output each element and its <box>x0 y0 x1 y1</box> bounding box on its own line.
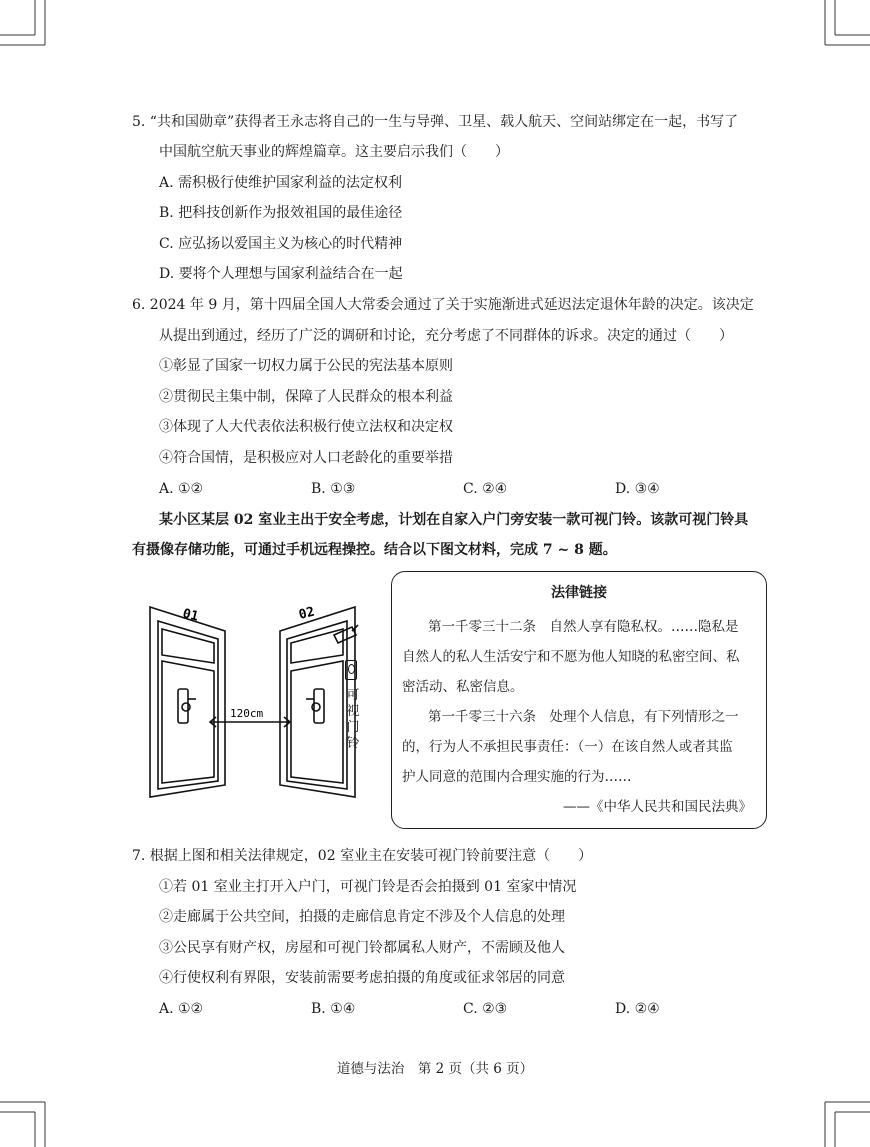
doorbell-icon <box>345 660 357 680</box>
doorbell-label <box>345 688 361 752</box>
door-02-handle <box>314 689 324 723</box>
q6-choice-a: A. ①② <box>159 481 204 497</box>
material-line2: 有摄像存储功能，可通过手机远程操控。结合以下图文材料，完成 7 ~ 8 题。 <box>132 542 617 558</box>
q5-stem-line1: 5. “共和国勋章”获得者王永志将自己的一生与导弹、卫星、载人航天、空间站绑定在一起，书写了 <box>132 114 739 130</box>
doorbell-char: 门 <box>346 720 360 735</box>
doorbell-char: 视 <box>346 704 360 719</box>
q5-stem-line2: 中国航空航天事业的辉煌篇章。这主要启示我们（ ） <box>159 144 509 160</box>
q7-choice-c: C. ②③ <box>463 1001 508 1017</box>
q6-item-4: ④符合国情，是积极应对人口老龄化的重要举措 <box>159 450 453 466</box>
q6-item-1: ①彰显了国家一切权力属于公民的宪法基本原则 <box>159 358 453 374</box>
door-02-label: 02 <box>297 604 317 623</box>
q7-choice-a: A. ①② <box>159 1001 204 1017</box>
distance-label: 120cm <box>230 707 264 720</box>
page-footer: 道德与法治 第 2 页（共 6 页） <box>336 1061 534 1077</box>
q5-option-a: A. 需积极行使维护国家利益的法定权利 <box>159 175 403 191</box>
q6-choice-c: C. ②④ <box>463 481 508 497</box>
q7-choice-b: B. ①④ <box>311 1001 356 1017</box>
material-line1: 某小区某层 02 室业主出于安全考虑，计划在自家入户门旁安装一款可视门铃。该款可视门铃具 <box>159 512 749 528</box>
legal-line: 第一千零三十六条 处理个人信息，有下列情形之一 <box>428 709 739 725</box>
door-01-handle <box>178 689 188 723</box>
q7-item-3: ③公民享有财产权，房屋和可视门铃都属私人财产，不需顾及他人 <box>159 940 565 956</box>
q6-stem-line1: 6. 2024 年 9 月，第十四届全国人大常委会通过了关于实施渐进式延迟法定退休年龄的决定。该决定 <box>132 297 754 313</box>
q7-choice-d: D. ②④ <box>615 1001 660 1017</box>
legal-line: 护人同意的范围内合理实施的行为…… <box>402 769 632 785</box>
q5-option-c: C. 应弘扬以爱国主义为核心的时代精神 <box>159 236 403 252</box>
legal-line: 密活动、私密信息。 <box>402 679 524 695</box>
legal-box-title: 法律链接 <box>551 585 607 601</box>
legal-link-box <box>391 571 767 829</box>
doors-illustration <box>130 585 380 800</box>
q7-item-2: ②走廊属于公共空间，拍摄的走廊信息肯定不涉及个人信息的处理 <box>159 909 565 925</box>
doorbell-char: 铃 <box>346 736 360 751</box>
legal-line: 第一千零三十二条 自然人享有隐私权。……隐私是 <box>428 619 739 635</box>
doorbell-char: 可 <box>346 688 360 703</box>
q6-choice-d: D. ③④ <box>615 481 660 497</box>
legal-source: ——《中华人民共和国民法典》 <box>563 799 752 815</box>
q7-item-4: ④行使权利有界限，安装前需要考虑拍摄的角度或征求邻居的同意 <box>159 970 565 986</box>
q7-item-1: ①若 01 室业主打开入户门，可视门铃是否会拍摄到 01 室家中情况 <box>159 879 577 895</box>
q6-choice-b: B. ①③ <box>311 481 356 497</box>
q5-option-b: B. 把科技创新作为报效祖国的最佳途径 <box>159 205 403 221</box>
q6-item-2: ②贯彻民主集中制，保障了人民群众的根本利益 <box>159 389 453 405</box>
legal-line: 的，行为人不承担民事责任：（一）在该自然人或者其监 <box>402 739 733 755</box>
q7-stem: 7. 根据上图和相关法律规定，02 室业主在安装可视门铃前要注意（ ） <box>132 848 593 864</box>
q6-stem-line2: 从提出到通过，经历了广泛的调研和讨论，充分考虑了不同群体的诉求。决定的通过（ ） <box>159 328 733 344</box>
legal-line: 自然人的私人生活安宁和不愿为他人知晓的私密空间、私 <box>402 649 740 665</box>
q5-option-d: D. 要将个人理想与国家利益结合在一起 <box>159 266 403 282</box>
door-01-label: 01 <box>181 606 200 625</box>
q6-item-3: ③体现了人大代表依法积极行使立法权和决定权 <box>159 419 453 435</box>
door-02-leaf <box>291 661 343 783</box>
